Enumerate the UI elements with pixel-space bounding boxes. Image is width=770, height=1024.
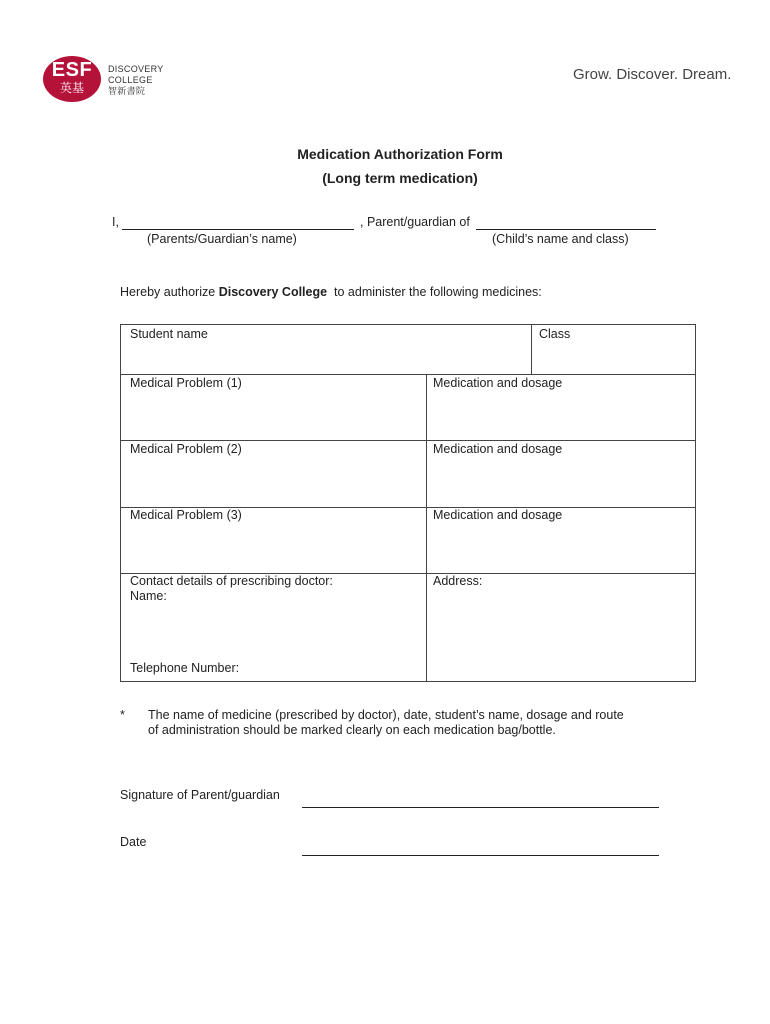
logo-line-1: DISCOVERY bbox=[108, 64, 164, 74]
class-divider bbox=[531, 325, 532, 374]
class-label: Class bbox=[539, 327, 571, 341]
date-label: Date bbox=[120, 835, 147, 849]
logo-mark: ESF bbox=[51, 59, 93, 81]
telephone-label: Telephone Number: bbox=[130, 661, 240, 675]
form-subtitle: (Long term medication) bbox=[322, 170, 478, 186]
doctor-contact-label: Contact details of prescribing doctor: bbox=[130, 574, 333, 588]
authorize-school: Discovery College bbox=[218, 285, 328, 299]
form-title: Medication Authorization Form bbox=[297, 146, 503, 162]
tagline: Grow. Discover. Dream. bbox=[573, 66, 732, 83]
logo-line-3: 智新書院 bbox=[108, 86, 146, 96]
authorize-statement bbox=[120, 285, 542, 299]
logo-chinese: 英基 bbox=[59, 81, 84, 95]
parent-name-caption: (Parents/Guardian’s name) bbox=[147, 232, 297, 246]
row-divider bbox=[121, 374, 695, 375]
row-divider bbox=[121, 440, 695, 441]
note-line-2: of administration should be marked clearly on each medication bag/bottle. bbox=[148, 723, 556, 737]
doctor-name-label: Name: bbox=[130, 589, 167, 603]
signature-label: Signature of Parent/guardian bbox=[120, 788, 280, 802]
logo-line-2: COLLEGE bbox=[108, 75, 153, 85]
parent-name-field[interactable] bbox=[122, 229, 354, 230]
address-label: Address: bbox=[433, 574, 483, 588]
medical-problem-1-label: Medical Problem (1) bbox=[130, 376, 242, 390]
parent-of-label: , Parent/guardian of bbox=[360, 215, 470, 229]
logo-wordmark bbox=[108, 64, 164, 97]
student-name-label: Student name bbox=[130, 327, 208, 341]
medical-problem-3-label: Medical Problem (3) bbox=[130, 508, 242, 522]
logo-badge bbox=[43, 56, 101, 102]
medication-dosage-1-label: Medication and dosage bbox=[433, 376, 563, 390]
medical-problem-2-label: Medical Problem (2) bbox=[130, 442, 242, 456]
medication-table bbox=[120, 324, 696, 682]
medication-dosage-2-label: Medication and dosage bbox=[433, 442, 563, 456]
authorize-prefix: Hereby authorize bbox=[120, 285, 216, 299]
column-divider bbox=[426, 374, 427, 682]
child-name-field[interactable] bbox=[476, 229, 656, 230]
note-bullet: * bbox=[120, 708, 125, 722]
i-prefix: I, bbox=[112, 215, 119, 229]
authorize-suffix: to administer the following medicines: bbox=[334, 285, 542, 299]
date-field[interactable] bbox=[302, 855, 659, 856]
medication-dosage-3-label: Medication and dosage bbox=[433, 508, 563, 522]
child-name-caption: (Child’s name and class) bbox=[492, 232, 629, 246]
note-line-1: The name of medicine (prescribed by doctor), date, student’s name, dosage and route bbox=[148, 708, 624, 722]
signature-field[interactable] bbox=[302, 807, 659, 808]
